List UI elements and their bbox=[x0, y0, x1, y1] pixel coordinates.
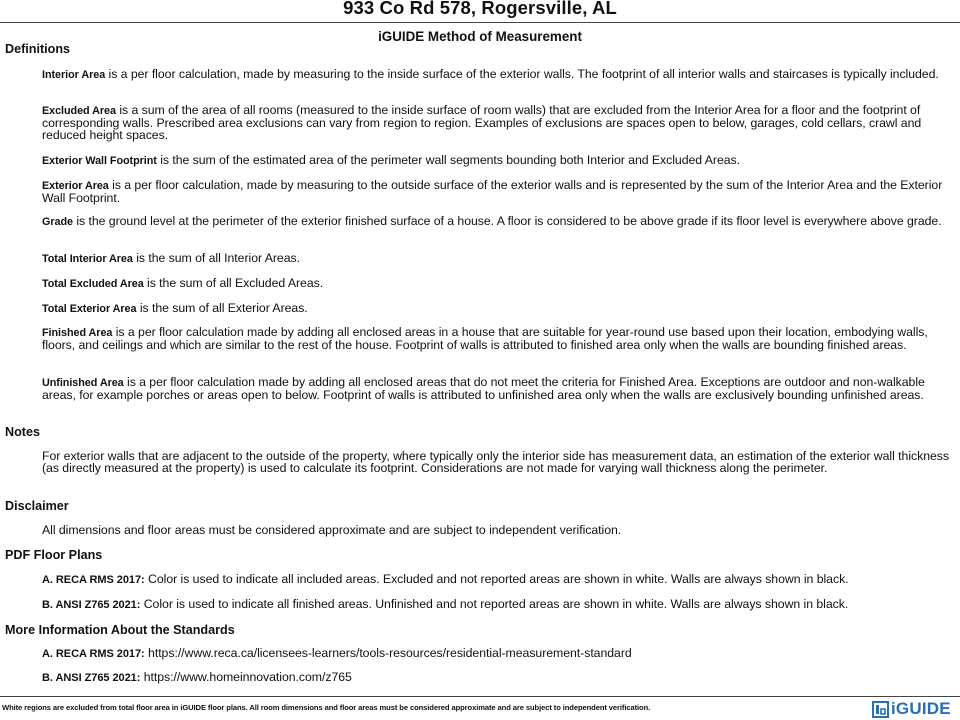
definition-term: Exterior Area bbox=[42, 180, 109, 192]
standard-link[interactable]: https://www.reca.ca/licensees-learners/tools-resources/residential-measurement-standard bbox=[144, 646, 632, 660]
definition-exterior-area bbox=[42, 180, 958, 205]
definition-term: Total Interior Area bbox=[42, 253, 133, 265]
iguide-logo bbox=[872, 699, 951, 719]
disclaimer-text: All dimensions and floor areas must be considered approximate and are subject to independent verification. bbox=[42, 523, 622, 537]
iguide-logo-text: iGUIDE bbox=[891, 699, 951, 718]
definition-text: is a per floor calculation made by adding all enclosed areas in a house that are suitable for year-round use based upon their location, embodying walls, floors, and ceilings and which are similar to the rest of the house. Footprint of walls is attributed to finished area only when the walls are bounding finished areas. bbox=[42, 325, 928, 352]
definition-total-exterior-area bbox=[42, 303, 958, 316]
standard-label: B. ANSI Z765 2021: bbox=[42, 672, 141, 684]
more-info-item-a bbox=[42, 648, 958, 661]
definition-text: is a per floor calculation, made by measuring to the inside surface of the exterior walls. The footprint of all interior walls and staircases is typically included. bbox=[105, 67, 939, 81]
pdf-floor-plans-item-a bbox=[42, 574, 958, 587]
definition-interior-area bbox=[42, 69, 958, 82]
standard-link[interactable]: https://www.homeinnovation.com/z765 bbox=[140, 670, 352, 684]
more-info-item-b bbox=[42, 672, 958, 685]
footer-text: White regions are excluded from total floor area in iGUIDE floor plans. All room dimensions and floor areas must be considered approximate and are subject to independent verification. bbox=[2, 703, 651, 712]
disclaimer-heading: Disclaimer bbox=[5, 499, 69, 513]
definition-grade bbox=[42, 216, 958, 229]
definition-total-excluded-area bbox=[42, 278, 958, 291]
definition-term: Grade bbox=[42, 216, 73, 228]
definition-term: Exterior Wall Footprint bbox=[42, 155, 157, 167]
definition-term: Finished Area bbox=[42, 327, 113, 339]
definition-text: is the sum of all Exterior Areas. bbox=[136, 301, 308, 315]
definition-term: Unfinished Area bbox=[42, 377, 124, 389]
definition-text: is the ground level at the perimeter of the exterior finished surface of a house. A floor is considered to be above grade if its floor level is everywhere above grade. bbox=[72, 214, 942, 228]
definition-text: is a per floor calculation, made by measuring to the outside surface of the exterior walls and is represented by the sum of the Interior Area and the Exterior Wall Footprint. bbox=[42, 178, 943, 205]
definitions-heading: Definitions bbox=[5, 42, 71, 56]
definition-term: Excluded Area bbox=[42, 105, 116, 117]
iguide-logo-icon bbox=[872, 701, 889, 718]
definition-text: is a sum of the area of all rooms (measured to the inside surface of room walls) that are excluded from the Interior Area for a floor and the footprint of corresponding walls. Prescribed area exclusions can vary from region to region. Examples of exclusions are spaces open to below, garages, cold cellars, crawl and reduced height spaces. bbox=[42, 103, 922, 142]
definition-excluded-area bbox=[42, 105, 958, 141]
definition-text: is a per floor calculation made by adding all enclosed areas that do not meet the criteria for Finished Area. Exceptions are outdoor and non-walkable areas, for example porches or areas open to below. Footprint of walls is attributed to unfinished area only when the walls are exclusively bounding unfinished areas. bbox=[42, 375, 925, 402]
definition-total-interior-area bbox=[42, 253, 958, 266]
standard-text: Color is used to indicate all included areas. Excluded and not reported areas are shown in white. Walls are always shown in black. bbox=[144, 572, 849, 586]
definition-unfinished-area bbox=[42, 377, 958, 402]
standard-label: A. RECA RMS 2017: bbox=[42, 574, 145, 586]
definition-finished-area bbox=[42, 327, 958, 352]
standard-text: Color is used to indicate all finished areas. Unfinished and not reported areas are shown in white. Walls are always shown in black. bbox=[140, 597, 849, 611]
title-divider bbox=[0, 22, 960, 23]
page-title: 933 Co Rd 578, Rogersville, AL bbox=[343, 0, 617, 18]
definition-term: Total Excluded Area bbox=[42, 278, 144, 290]
definition-text: is the sum of all Interior Areas. bbox=[132, 251, 300, 265]
definition-text: is the sum of all Excluded Areas. bbox=[143, 276, 324, 290]
notes-heading: Notes bbox=[5, 425, 40, 439]
footer-divider bbox=[0, 696, 960, 697]
definition-text: is the sum of the estimated area of the perimeter wall segments bounding both Interior and Excluded Areas. bbox=[156, 153, 741, 167]
page-subtitle: iGUIDE Method of Measurement bbox=[378, 29, 582, 44]
standard-label: B. ANSI Z765 2021: bbox=[42, 599, 141, 611]
definition-term: Total Exterior Area bbox=[42, 303, 137, 315]
standard-label: A. RECA RMS 2017: bbox=[42, 648, 145, 660]
definition-exterior-wall-footprint bbox=[42, 155, 958, 168]
notes-text: For exterior walls that are adjacent to the outside of the property, where typically only the interior side has measurement data, an estimation of the exterior wall thickness (as directly measured at the property) is used to calculate its footprint. Considerations are not made for varying wall thickness along the perimeter. bbox=[42, 449, 949, 475]
pdf-floor-plans-item-b bbox=[42, 599, 958, 612]
definition-term: Interior Area bbox=[42, 69, 106, 81]
more-info-heading: More Information About the Standards bbox=[5, 623, 235, 637]
pdf-floor-plans-heading: PDF Floor Plans bbox=[5, 548, 103, 562]
